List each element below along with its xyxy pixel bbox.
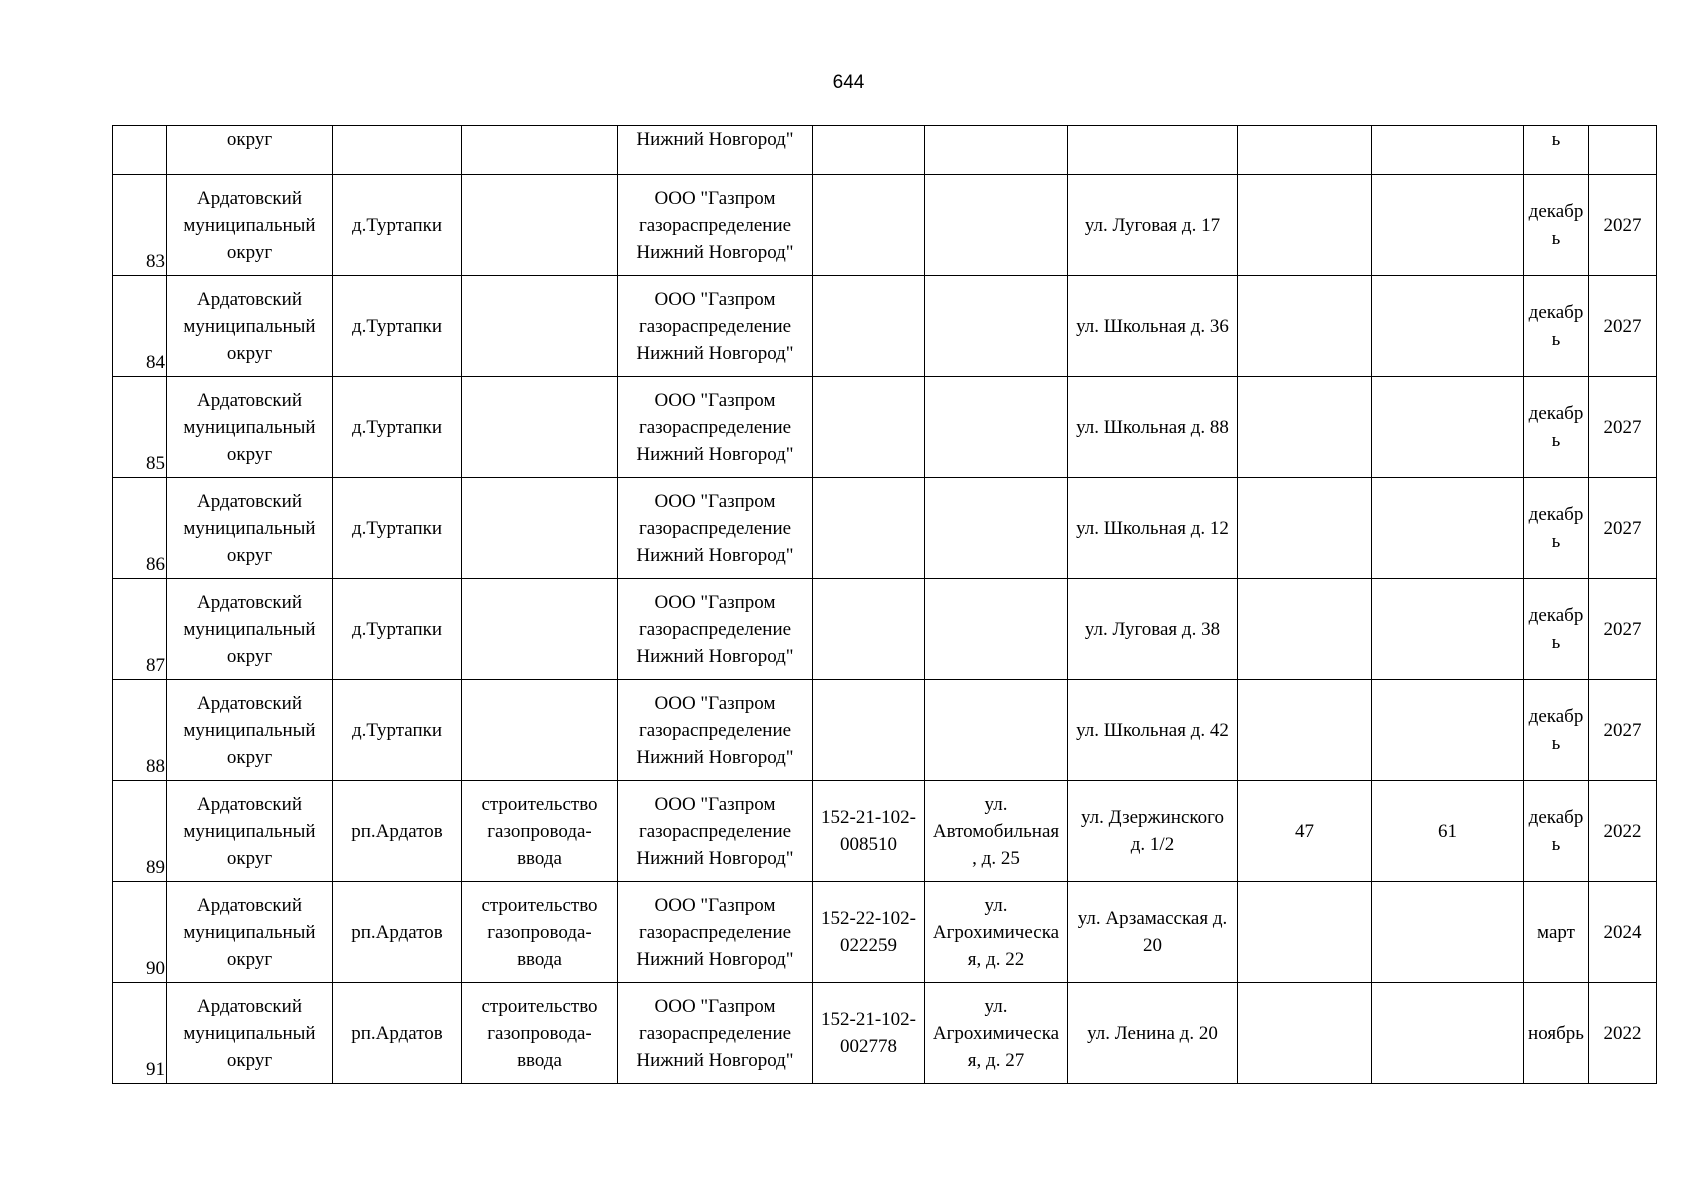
cell-month: декабр ь [1524, 175, 1589, 276]
cell-value-b [1372, 126, 1524, 175]
cell-work [462, 377, 618, 478]
cell-value-b [1372, 680, 1524, 781]
cell-year: 2027 [1589, 377, 1657, 478]
cell-year [1589, 126, 1657, 175]
cell-locality: д.Туртапки [333, 478, 462, 579]
cell-address-from [925, 579, 1068, 680]
cell-month: декабр ь [1524, 680, 1589, 781]
cell-work [462, 126, 618, 175]
cell-district: Ардатовский муниципальный округ [167, 377, 333, 478]
cell-district: Ардатовский муниципальный округ [167, 579, 333, 680]
cell-year: 2027 [1589, 175, 1657, 276]
registry-table-body [113, 126, 1657, 1084]
cell-value-b [1372, 882, 1524, 983]
cell-address-to: ул. Луговая д. 38 [1068, 579, 1238, 680]
cell-operator: Нижний Новгород" [618, 126, 813, 175]
cell-month: декабр ь [1524, 781, 1589, 882]
cell-district: Ардатовский муниципальный округ [167, 175, 333, 276]
cell-code [813, 579, 925, 680]
cell-operator: ООО "Газпром газораспределение Нижний Новгород" [618, 478, 813, 579]
cell-num: 89 [113, 781, 167, 882]
cell-value-b [1372, 175, 1524, 276]
cell-month: март [1524, 882, 1589, 983]
cell-month: декабр ь [1524, 276, 1589, 377]
cell-code [813, 276, 925, 377]
cell-district: Ардатовский муниципальный округ [167, 478, 333, 579]
cell-locality: д.Туртапки [333, 377, 462, 478]
cell-value-a [1238, 175, 1372, 276]
cell-address-to: ул. Дзержинского д. 1/2 [1068, 781, 1238, 882]
cell-code [813, 478, 925, 579]
cell-district: округ [167, 126, 333, 175]
cell-district: Ардатовский муниципальный округ [167, 882, 333, 983]
cell-work [462, 680, 618, 781]
cell-district: Ардатовский муниципальный округ [167, 781, 333, 882]
page-number: 644 [832, 72, 865, 93]
cell-address-from [925, 377, 1068, 478]
cell-district: Ардатовский муниципальный округ [167, 680, 333, 781]
table-row [113, 983, 1657, 1084]
cell-num: 85 [113, 377, 167, 478]
cell-num: 88 [113, 680, 167, 781]
cell-address-from [925, 276, 1068, 377]
cell-locality [333, 126, 462, 175]
cell-locality: рп.Ардатов [333, 882, 462, 983]
table-row [113, 175, 1657, 276]
cell-value-b [1372, 276, 1524, 377]
cell-address-from: ул. Агрохимическа я, д. 22 [925, 882, 1068, 983]
cell-address-to [1068, 126, 1238, 175]
cell-num: 91 [113, 983, 167, 1084]
table-row [113, 882, 1657, 983]
cell-locality: д.Туртапки [333, 680, 462, 781]
cell-address-to: ул. Школьная д. 88 [1068, 377, 1238, 478]
cell-value-b [1372, 983, 1524, 1084]
cell-code [813, 377, 925, 478]
cell-year: 2022 [1589, 781, 1657, 882]
cell-address-from: ул. Агрохимическа я, д. 27 [925, 983, 1068, 1084]
cell-code: 152-21-102- 002778 [813, 983, 925, 1084]
cell-operator: ООО "Газпром газораспределение Нижний Новгород" [618, 377, 813, 478]
registry-table [112, 125, 1657, 1084]
cell-address-from [925, 175, 1068, 276]
cell-district: Ардатовский муниципальный округ [167, 276, 333, 377]
continuation-row [113, 126, 1657, 175]
cell-address-to: ул. Школьная д. 42 [1068, 680, 1238, 781]
cell-address-to: ул. Школьная д. 12 [1068, 478, 1238, 579]
cell-address-to: ул. Луговая д. 17 [1068, 175, 1238, 276]
cell-work: строительство газопровода- ввода [462, 882, 618, 983]
cell-operator: ООО "Газпром газораспределение Нижний Новгород" [618, 882, 813, 983]
cell-code: 152-21-102- 008510 [813, 781, 925, 882]
cell-operator: ООО "Газпром газораспределение Нижний Новгород" [618, 781, 813, 882]
cell-locality: рп.Ардатов [333, 983, 462, 1084]
cell-month: ноябрь [1524, 983, 1589, 1084]
cell-locality: д.Туртапки [333, 175, 462, 276]
cell-operator: ООО "Газпром газораспределение Нижний Новгород" [618, 579, 813, 680]
cell-value-b [1372, 579, 1524, 680]
cell-value-a [1238, 276, 1372, 377]
cell-num [113, 126, 167, 175]
table-row [113, 781, 1657, 882]
cell-code [813, 680, 925, 781]
cell-year: 2024 [1589, 882, 1657, 983]
cell-value-a [1238, 983, 1372, 1084]
cell-address-from [925, 478, 1068, 579]
cell-month: ь [1524, 126, 1589, 175]
cell-num: 83 [113, 175, 167, 276]
cell-operator: ООО "Газпром газораспределение Нижний Новгород" [618, 276, 813, 377]
cell-work [462, 478, 618, 579]
cell-value-a [1238, 579, 1372, 680]
cell-num: 90 [113, 882, 167, 983]
cell-work: строительство газопровода- ввода [462, 781, 618, 882]
cell-work [462, 579, 618, 680]
cell-value-a [1238, 882, 1372, 983]
cell-address-from [925, 680, 1068, 781]
cell-year: 2022 [1589, 983, 1657, 1084]
cell-month: декабр ь [1524, 579, 1589, 680]
table-row [113, 377, 1657, 478]
cell-value-a [1238, 126, 1372, 175]
cell-num: 87 [113, 579, 167, 680]
cell-code [813, 126, 925, 175]
cell-value-a [1238, 680, 1372, 781]
cell-address-to: ул. Школьная д. 36 [1068, 276, 1238, 377]
cell-value-b [1372, 377, 1524, 478]
cell-address-from [925, 126, 1068, 175]
cell-value-a: 47 [1238, 781, 1372, 882]
table-row [113, 680, 1657, 781]
cell-work: строительство газопровода- ввода [462, 983, 618, 1084]
cell-num: 86 [113, 478, 167, 579]
cell-locality: д.Туртапки [333, 276, 462, 377]
cell-month: декабр ь [1524, 478, 1589, 579]
cell-address-from: ул. Автомобильная , д. 25 [925, 781, 1068, 882]
cell-address-to: ул. Арзамасская д. 20 [1068, 882, 1238, 983]
cell-year: 2027 [1589, 276, 1657, 377]
table-row [113, 276, 1657, 377]
table-row [113, 478, 1657, 579]
cell-month: декабр ь [1524, 377, 1589, 478]
cell-value-b [1372, 478, 1524, 579]
cell-year: 2027 [1589, 579, 1657, 680]
cell-locality: д.Туртапки [333, 579, 462, 680]
cell-value-b: 61 [1372, 781, 1524, 882]
cell-year: 2027 [1589, 680, 1657, 781]
cell-code: 152-22-102- 022259 [813, 882, 925, 983]
cell-num: 84 [113, 276, 167, 377]
cell-operator: ООО "Газпром газораспределение Нижний Новгород" [618, 983, 813, 1084]
cell-value-a [1238, 377, 1372, 478]
cell-work [462, 175, 618, 276]
cell-operator: ООО "Газпром газораспределение Нижний Новгород" [618, 680, 813, 781]
cell-value-a [1238, 478, 1372, 579]
cell-work [462, 276, 618, 377]
cell-code [813, 175, 925, 276]
table-row [113, 579, 1657, 680]
cell-address-to: ул. Ленина д. 20 [1068, 983, 1238, 1084]
cell-locality: рп.Ардатов [333, 781, 462, 882]
cell-district: Ардатовский муниципальный округ [167, 983, 333, 1084]
cell-year: 2027 [1589, 478, 1657, 579]
cell-operator: ООО "Газпром газораспределение Нижний Новгород" [618, 175, 813, 276]
